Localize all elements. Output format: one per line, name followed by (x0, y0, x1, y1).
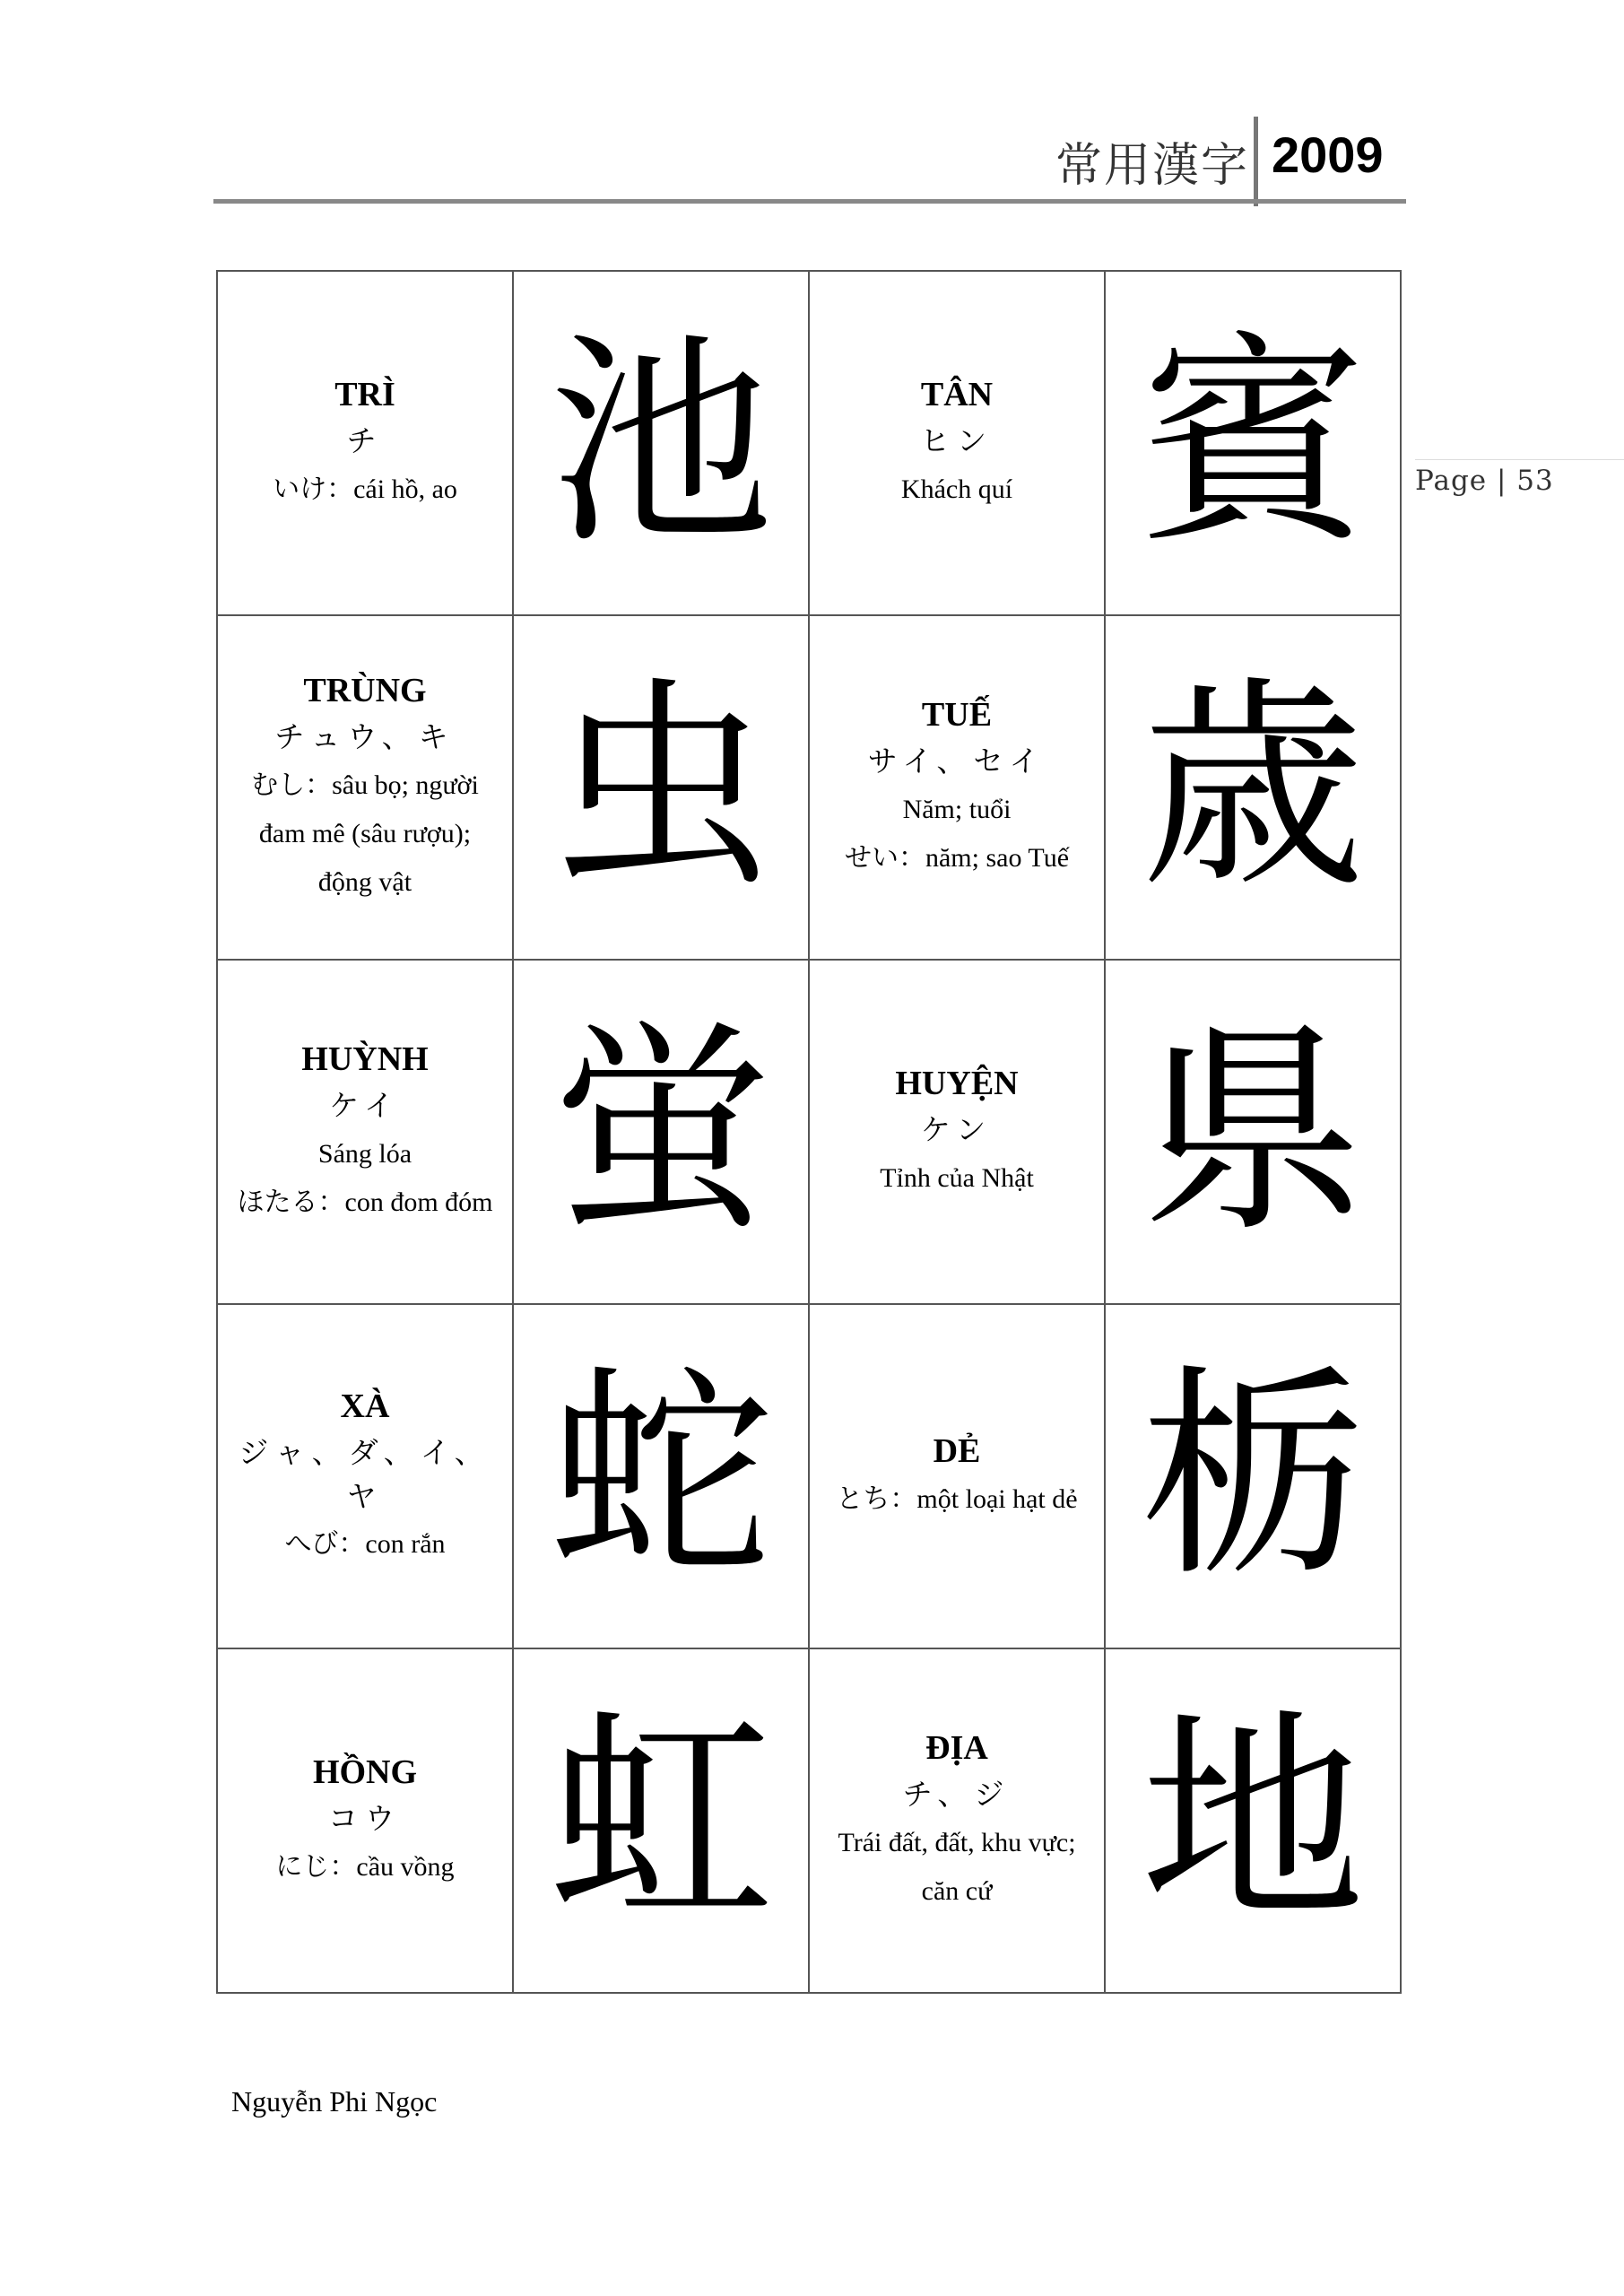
kanji-character: 蛍 (549, 1001, 773, 1262)
kanji-meaning: Sáng lóa (317, 1138, 413, 1169)
kanji-meaning: ほたる：con đom đóm (237, 1187, 493, 1217)
kanji-reading: HUỲNH (301, 1040, 429, 1079)
kanji-meaning: にじ：cầu vồng (275, 1851, 455, 1882)
kanji-info-cell (217, 271, 513, 615)
page-number: Page | 53 (1415, 465, 1554, 497)
kanji-meaning: いけ：cái hồ, ao (273, 474, 457, 504)
page-number-rule (1415, 459, 1624, 460)
kanji-reading: TRÌ (334, 376, 395, 414)
kanji-meaning: căn cứ (921, 1875, 993, 1906)
kanji-meaning: へび：con rắn (284, 1529, 446, 1560)
table-row (217, 960, 1401, 1304)
kanji-info-cell (809, 615, 1105, 960)
kanji-kana: ヒン (920, 423, 994, 459)
kanji-reading: TÂN (920, 376, 994, 414)
kanji-kana: チュウ、キ (274, 719, 456, 755)
kanji-character: 虹 (549, 1690, 773, 1951)
kanji-char-cell (1105, 271, 1401, 615)
kanji-info-cell (217, 615, 513, 960)
kanji-kana: サイ、セイ (867, 744, 1046, 779)
kanji-char-cell (513, 960, 809, 1304)
kanji-character: 池 (549, 312, 773, 573)
kanji-char-cell (513, 615, 809, 960)
table-row (217, 615, 1401, 960)
kanji-char-cell (513, 1648, 809, 1993)
kanji-kana: コウ (328, 1801, 402, 1837)
kanji-meaning: Khách quí (900, 474, 1013, 504)
table-row (217, 1304, 1401, 1648)
kanji-info-cell (809, 1304, 1105, 1648)
kanji-kana: ケイ (329, 1088, 401, 1124)
kanji-character: 歳 (1141, 657, 1365, 918)
page-header (213, 108, 1406, 197)
kanji-character: 県 (1141, 1001, 1365, 1262)
kanji-meaning: Tỉnh của Nhật (880, 1162, 1034, 1193)
kanji-info-cell (217, 1648, 513, 1993)
table-row (217, 271, 1401, 615)
kanji-info-cell (217, 1304, 513, 1648)
kanji-grid (216, 270, 1402, 1994)
kanji-character: 蛇 (549, 1345, 773, 1606)
kanji-reading: ĐỊA (925, 1729, 988, 1768)
kanji-reading: XÀ (340, 1387, 390, 1425)
kanji-char-cell (1105, 615, 1401, 960)
header-rule (213, 199, 1406, 204)
kanji-char-cell (1105, 1304, 1401, 1648)
kanji-character: 栃 (1141, 1345, 1365, 1606)
kanji-kana: チ (346, 423, 384, 459)
kanji-meaning: Trái đất, đất, khu vực; (838, 1827, 1076, 1857)
footer-author: Nguyễn Phi Ngọc (231, 2085, 438, 2118)
header-divider (1254, 117, 1258, 206)
kanji-kana: ジャ、ダ、イ、 (239, 1435, 491, 1471)
kanji-info-cell (809, 271, 1105, 615)
kanji-char-cell (1105, 960, 1401, 1304)
header-title: 常用漢字 (1055, 139, 1249, 193)
header-year: 2009 (1272, 126, 1384, 183)
kanji-info-cell (809, 960, 1105, 1304)
kanji-character: 地 (1141, 1690, 1365, 1951)
kanji-char-cell (513, 1304, 809, 1648)
kanji-char-cell (513, 271, 809, 615)
kanji-meaning: đam mê (sâu rượu); (258, 818, 472, 848)
kanji-info-cell (809, 1648, 1105, 1993)
kanji-meaning: むし：sâu bọ; người (251, 770, 479, 800)
kanji-kana-continued: ヤ (346, 1478, 384, 1514)
kanji-char-cell (1105, 1648, 1401, 1993)
kanji-info-cell (217, 960, 513, 1304)
kanji-kana: ケン (920, 1112, 994, 1148)
kanji-kana: チ、ジ (902, 1777, 1012, 1813)
kanji-character: 虫 (549, 657, 773, 918)
table-row (217, 1648, 1401, 1993)
kanji-character: 賓 (1141, 312, 1365, 573)
kanji-reading: HUYỆN (895, 1065, 1019, 1103)
kanji-meaning: せい：năm; sao Tuế (844, 842, 1070, 873)
kanji-meaning: động vật (317, 866, 413, 897)
kanji-meaning: とち：một loại hạt dẻ (836, 1483, 1078, 1514)
kanji-reading: TUẾ (921, 696, 993, 735)
kanji-reading: DẺ (933, 1432, 981, 1471)
kanji-reading: TRÙNG (303, 672, 427, 710)
kanji-meaning: Năm; tuổi (902, 794, 1012, 824)
kanji-reading: HỒNG (312, 1753, 418, 1792)
